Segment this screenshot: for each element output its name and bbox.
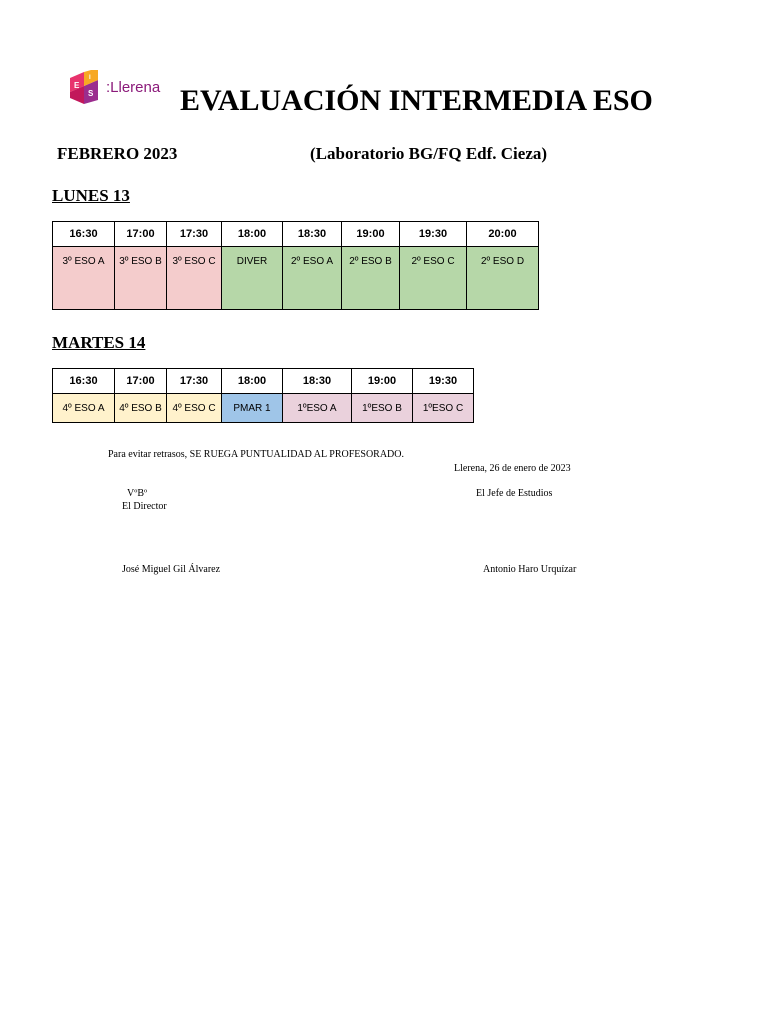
- time-cell: 19:00: [352, 369, 413, 394]
- group-cell: 1ºESO C: [413, 394, 474, 423]
- group-cell: PMAR 1: [222, 394, 283, 423]
- group-cell: 4º ESO B: [115, 394, 167, 423]
- group-cell: 3º ESO C: [167, 247, 222, 310]
- time-cell: 18:00: [222, 369, 283, 394]
- group-row: [53, 394, 474, 423]
- time-cell: 20:00: [467, 222, 539, 247]
- group-cell: 2º ESO D: [467, 247, 539, 310]
- group-cell: 3º ESO B: [115, 247, 167, 310]
- time-cell: 18:00: [222, 222, 283, 247]
- group-cell: 2º ESO C: [400, 247, 467, 310]
- day-heading-tuesday: MARTES 14: [52, 333, 146, 352]
- time-cell: 16:30: [53, 369, 115, 394]
- group-cell: 1ºESO A: [283, 394, 352, 423]
- time-cell: 16:30: [53, 222, 115, 247]
- director-name: José Miguel Gil Álvarez: [122, 564, 221, 575]
- group-cell: 4º ESO A: [53, 394, 115, 423]
- svg-text:S: S: [88, 89, 94, 98]
- time-cell: 18:30: [283, 222, 342, 247]
- time-cell: 19:30: [400, 222, 467, 247]
- group-cell: 4º ESO C: [167, 394, 222, 423]
- director-role: El Director: [122, 501, 167, 512]
- head-of-studies-name: Antonio Haro Urquízar: [483, 564, 577, 575]
- location-label: (Laboratorio BG/FQ Edf. Cieza): [310, 144, 548, 163]
- schedule-table-monday: [52, 221, 539, 310]
- head-of-studies-role: El Jefe de Estudios: [476, 488, 553, 499]
- school-logo: [68, 70, 164, 106]
- time-cell: 19:00: [342, 222, 400, 247]
- logo-text: :Llerena: [106, 79, 161, 96]
- time-row: [53, 222, 539, 247]
- time-cell: 18:30: [283, 369, 352, 394]
- time-cell: 19:30: [413, 369, 474, 394]
- svg-text:I: I: [89, 75, 91, 81]
- group-row: [53, 247, 539, 310]
- group-cell: 2º ESO A: [283, 247, 342, 310]
- logo-cube-icon: [68, 70, 108, 106]
- group-cell: 3º ESO A: [53, 247, 115, 310]
- schedule-table-tuesday: [52, 368, 474, 423]
- date-line: Llerena, 26 de enero de 2023: [454, 463, 571, 474]
- time-cell: 17:30: [167, 369, 222, 394]
- time-cell: 17:30: [167, 222, 222, 247]
- svg-text:E: E: [74, 81, 80, 90]
- time-row: [53, 369, 474, 394]
- vb-label: VºBº: [127, 488, 148, 499]
- month-label: FEBRERO 2023: [57, 144, 178, 163]
- group-cell: DIVER: [222, 247, 283, 310]
- page-title: EVALUACIÓN INTERMEDIA ESO: [180, 84, 653, 117]
- group-cell: 1ºESO B: [352, 394, 413, 423]
- time-cell: 17:00: [115, 369, 167, 394]
- day-heading-monday: LUNES 13: [52, 186, 130, 205]
- group-cell: 2º ESO B: [342, 247, 400, 310]
- time-cell: 17:00: [115, 222, 167, 247]
- punctuality-notice: Para evitar retrasos, SE RUEGA PUNTUALIDAD AL PROFESORADO.: [108, 449, 405, 460]
